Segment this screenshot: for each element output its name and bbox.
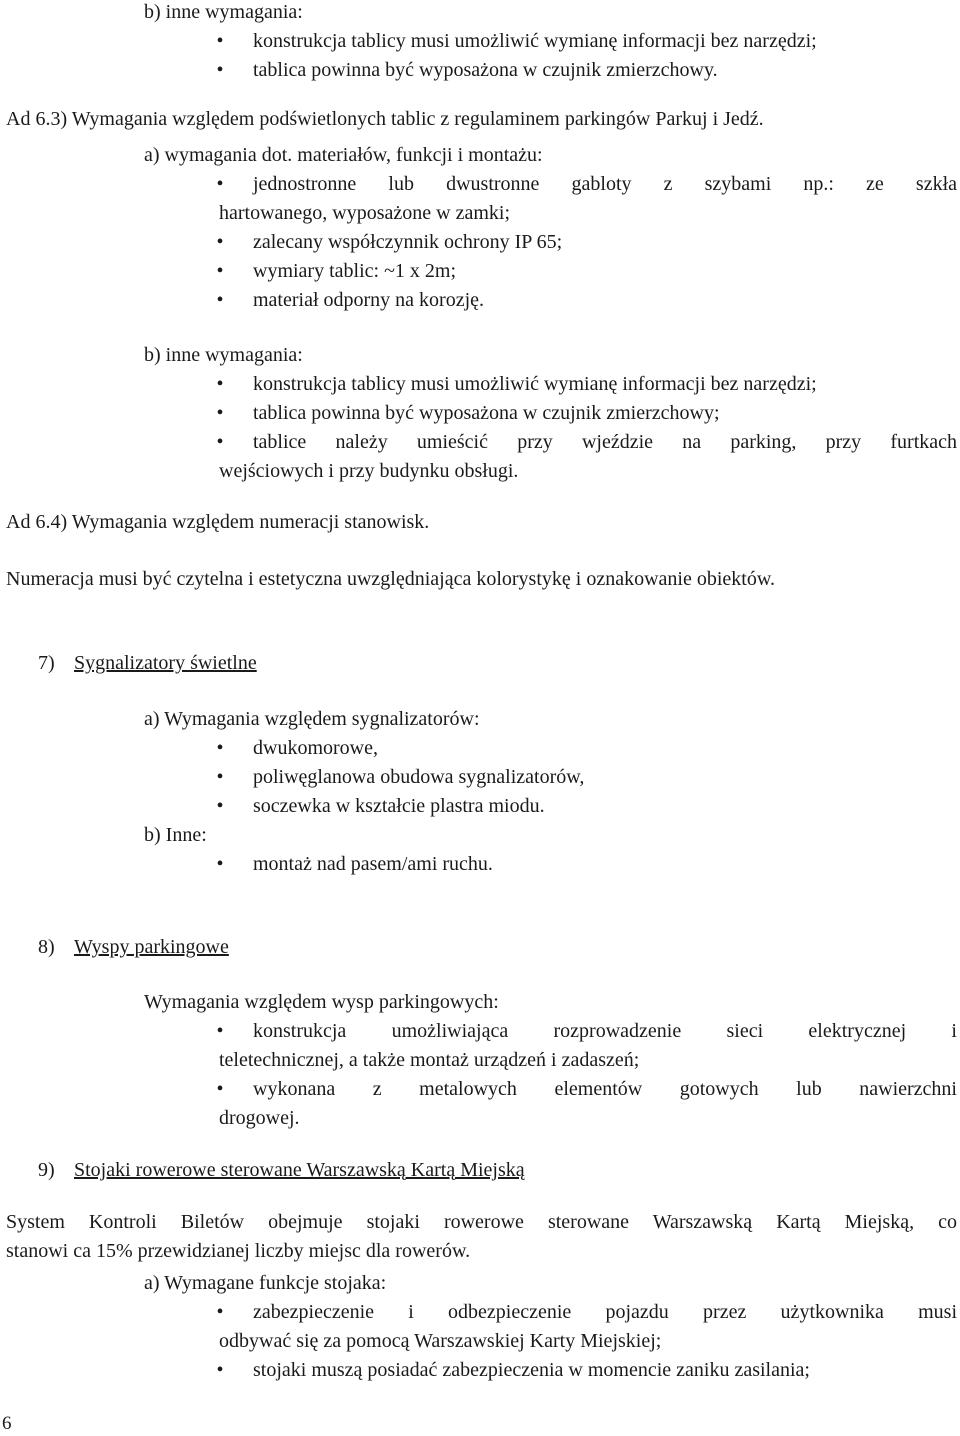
bullet: • — [216, 373, 224, 395]
list-item: zalecany współczynnik ochrony IP 65; — [253, 231, 563, 253]
section-number: 8) — [38, 936, 55, 958]
list-item: tablica powinna być wyposażona w czujnik zmierzchowy. — [253, 59, 718, 81]
subheading-a: a) Wymagane funkcje stojaka: — [144, 1272, 387, 1294]
bullet: • — [216, 1301, 224, 1323]
intro-text: Wymagania względem wysp parkingowych: — [144, 991, 499, 1013]
list-item-continuation: hartowanego, wyposażone w zamki; — [219, 202, 511, 224]
section-number: 7) — [38, 652, 55, 674]
list-item: dwukomorowe, — [253, 737, 378, 759]
list-item: wymiary tablic: ~1 x 2m; — [253, 260, 457, 282]
subheading-a: a) wymagania dot. materiałów, funkcji i montażu: — [144, 144, 543, 166]
list-item: jednostronne lub dwustronne gabloty z szybami np.: ze szkła — [253, 173, 957, 195]
section-number: 9) — [38, 1159, 55, 1181]
bullet: • — [216, 30, 224, 52]
section-title-8: Wyspy parkingowe — [74, 936, 229, 958]
list-item: montaż nad pasem/ami ruchu. — [253, 853, 493, 875]
list-item-continuation: drogowej. — [219, 1107, 300, 1129]
bullet: • — [216, 766, 224, 788]
page-number: 6 — [2, 1413, 12, 1434]
list-item-continuation: wejściowych i przy budynku obsługi. — [219, 460, 519, 482]
list-item: materiał odporny na korozję. — [253, 289, 485, 311]
subheading-a: a) Wymagania względem sygnalizatorów: — [144, 708, 480, 730]
section-title-7: Sygnalizatory świetlne — [74, 652, 257, 674]
paragraph-continuation: stanowi ca 15% przewidzianej liczby miejsc dla rowerów. — [6, 1240, 471, 1262]
list-item: tablice należy umieścić przy wjeździe na parking, przy furtkach — [253, 431, 957, 453]
list-item: poliwęglanowa obudowa sygnalizatorów, — [253, 766, 585, 788]
list-item: tablica powinna być wyposażona w czujnik zmierzchowy; — [253, 402, 720, 424]
paragraph: System Kontroli Biletów obejmuje stojaki rowerowe sterowane Warszawską Kartą Miejską, co — [6, 1211, 957, 1233]
subheading-b: b) inne wymagania: — [144, 344, 303, 366]
bullet: • — [216, 402, 224, 424]
section-title-9: Stojaki rowerowe sterowane Warszawską Kartą Miejską — [74, 1159, 525, 1181]
paragraph: Numeracja musi być czytelna i estetyczna uwzględniająca kolorystykę i oznakowanie obiektów. — [6, 568, 775, 590]
section-title-6-3: Ad 6.3) Wymagania względem podświetlonych tablic z regulaminem parkingów Parkuj i Jedź. — [6, 108, 764, 130]
list-item: stojaki muszą posiadać zabezpieczenia w momencie zaniku zasilania; — [253, 1359, 810, 1381]
list-item: konstrukcja tablicy musi umożliwić wymianę informacji bez narzędzi; — [253, 30, 817, 52]
list-item-continuation: teletechnicznej, a także montaż urządzeń i zadaszeń; — [219, 1049, 640, 1071]
list-item: zabezpieczenie i odbezpieczenie pojazdu przez użytkownika musi — [253, 1301, 957, 1323]
bullet: • — [216, 431, 224, 453]
bullet: • — [216, 1078, 224, 1100]
bullet: • — [216, 1020, 224, 1042]
list-item: wykonana z metalowych elementów gotowych lub nawierzchni — [253, 1078, 957, 1100]
bullet: • — [216, 1359, 224, 1381]
bullet: • — [216, 853, 224, 875]
subheading-b: b) Inne: — [144, 824, 207, 846]
bullet: • — [216, 231, 224, 253]
bullet: • — [216, 260, 224, 282]
bullet: • — [216, 289, 224, 311]
bullet: • — [216, 737, 224, 759]
bullet: • — [216, 173, 224, 195]
heading-prev-b: b) inne wymagania: — [144, 1, 303, 23]
bullet: • — [216, 59, 224, 81]
list-item: konstrukcja umożliwiająca rozprowadzenie sieci elektrycznej i — [253, 1020, 957, 1042]
list-item: konstrukcja tablicy musi umożliwić wymianę informacji bez narzędzi; — [253, 373, 817, 395]
list-item: soczewka w kształcie plastra miodu. — [253, 795, 545, 817]
list-item-continuation: odbywać się za pomocą Warszawskiej Karty Miejskiej; — [219, 1330, 662, 1352]
bullet: • — [216, 795, 224, 817]
section-title-6-4: Ad 6.4) Wymagania względem numeracji stanowisk. — [6, 511, 430, 533]
